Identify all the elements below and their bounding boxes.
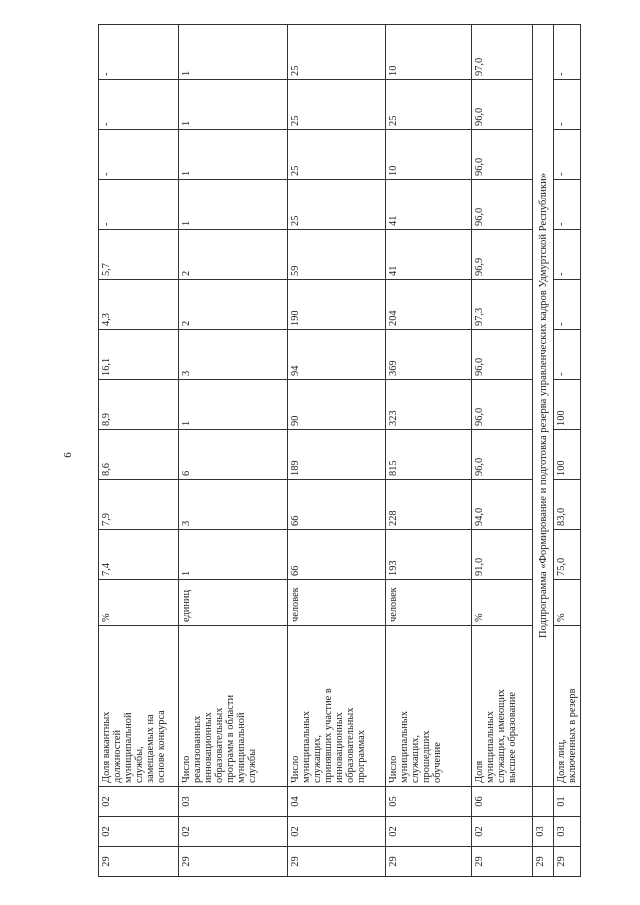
indicators-table xyxy=(98,24,581,877)
value-cell: 369 xyxy=(386,330,472,380)
indicator-name: Число муниципальных служащих, принявших участие в инновационных образовательных программах xyxy=(288,626,386,787)
code-cell: 02 xyxy=(288,817,386,847)
value-cell: 66 xyxy=(288,530,386,580)
subprogram-row xyxy=(533,25,554,877)
value-cell: 6 xyxy=(179,430,288,480)
value-cell: - xyxy=(554,80,581,130)
value-cell: 2 xyxy=(179,230,288,280)
value-cell: 3 xyxy=(179,330,288,380)
table-row xyxy=(472,25,533,877)
value-cell: 96,0 xyxy=(472,330,533,380)
table-row xyxy=(554,25,581,877)
value-cell: 25 xyxy=(288,130,386,180)
value-cell: 10 xyxy=(386,25,472,80)
code-cell: 03 xyxy=(554,817,581,847)
value-cell: - xyxy=(554,25,581,80)
value-cell: 25 xyxy=(288,180,386,230)
value-cell: 41 xyxy=(386,180,472,230)
value-cell: 66 xyxy=(288,480,386,530)
code-cell: 06 xyxy=(472,787,533,817)
value-cell: 75,0 xyxy=(554,530,581,580)
value-cell: - xyxy=(99,130,179,180)
code-cell: 29 xyxy=(554,847,581,877)
unit-cell: единиц xyxy=(179,580,288,626)
unit-cell: % xyxy=(472,580,533,626)
value-cell: 1 xyxy=(179,25,288,80)
value-cell: - xyxy=(554,330,581,380)
value-cell: 97,3 xyxy=(472,280,533,330)
value-cell: 1 xyxy=(179,530,288,580)
value-cell: 3 xyxy=(179,480,288,530)
value-cell: 41 xyxy=(386,230,472,280)
value-cell: 100 xyxy=(554,430,581,480)
subprogram-title: Подпрограмма «Формирование и подготовка резерва управленческих кадров Удмуртской Республики» xyxy=(533,25,554,787)
value-cell: 25 xyxy=(288,80,386,130)
value-cell: 96,0 xyxy=(472,130,533,180)
code-cell xyxy=(533,787,554,817)
table-row xyxy=(179,25,288,877)
value-cell: 90 xyxy=(288,380,386,430)
value-cell: 8,9 xyxy=(99,380,179,430)
value-cell: 2 xyxy=(179,280,288,330)
value-cell: - xyxy=(99,25,179,80)
code-cell: 29 xyxy=(533,847,554,877)
unit-cell: человек xyxy=(386,580,472,626)
value-cell: 8,6 xyxy=(99,430,179,480)
value-cell: 83,0 xyxy=(554,480,581,530)
value-cell: 1 xyxy=(179,180,288,230)
value-cell: 193 xyxy=(386,530,472,580)
value-cell: 204 xyxy=(386,280,472,330)
value-cell: 25 xyxy=(288,25,386,80)
value-cell: 7,9 xyxy=(99,480,179,530)
code-cell: 29 xyxy=(288,847,386,877)
code-cell: 02 xyxy=(99,817,179,847)
value-cell: 96,0 xyxy=(472,430,533,480)
value-cell: 1 xyxy=(179,80,288,130)
code-cell: 04 xyxy=(288,787,386,817)
code-cell: 02 xyxy=(386,817,472,847)
value-cell: 94,0 xyxy=(472,480,533,530)
value-cell: 228 xyxy=(386,480,472,530)
value-cell: 190 xyxy=(288,280,386,330)
code-cell: 02 xyxy=(99,787,179,817)
table-row xyxy=(99,25,179,877)
unit-cell: % xyxy=(554,580,581,626)
value-cell: 323 xyxy=(386,380,472,430)
indicator-name: Число муниципальных служащих, прошедших обучение xyxy=(386,626,472,787)
value-cell: 1 xyxy=(179,130,288,180)
code-cell: 29 xyxy=(99,847,179,877)
value-cell: 100 xyxy=(554,380,581,430)
indicator-name: Доля лиц, включенных в резерв xyxy=(554,626,581,787)
unit-cell: % xyxy=(99,580,179,626)
code-cell: 29 xyxy=(386,847,472,877)
value-cell: 815 xyxy=(386,430,472,480)
value-cell: 10 xyxy=(386,130,472,180)
table-row xyxy=(386,25,472,877)
indicator-name: Доля вакантных должностей муниципальной службы, замещаемых на основе конкурса xyxy=(99,626,179,787)
indicator-name: Доля муниципальных служащих, имеющих высшее образование xyxy=(472,626,533,787)
page-number: 6 xyxy=(62,452,74,458)
value-cell: - xyxy=(99,80,179,130)
code-cell: 05 xyxy=(386,787,472,817)
value-cell: 91,0 xyxy=(472,530,533,580)
value-cell: 96,0 xyxy=(472,380,533,430)
value-cell: 97,0 xyxy=(472,25,533,80)
rotated-table-wrapper xyxy=(98,35,580,877)
code-cell: 02 xyxy=(179,817,288,847)
value-cell: 25 xyxy=(386,80,472,130)
value-cell: 96,9 xyxy=(472,230,533,280)
code-cell: 02 xyxy=(472,817,533,847)
value-cell: - xyxy=(554,280,581,330)
value-cell: 16,1 xyxy=(99,330,179,380)
value-cell: 96,0 xyxy=(472,80,533,130)
value-cell: - xyxy=(554,230,581,280)
value-cell: 1 xyxy=(179,380,288,430)
table-row xyxy=(288,25,386,877)
indicator-name: Число реализованных инновационных образовательных программ в области муниципальной службы xyxy=(179,626,288,787)
value-cell: - xyxy=(554,180,581,230)
code-cell: 29 xyxy=(179,847,288,877)
value-cell: - xyxy=(554,130,581,180)
value-cell: 189 xyxy=(288,430,386,480)
value-cell: 5,7 xyxy=(99,230,179,280)
value-cell: - xyxy=(99,180,179,230)
value-cell: 94 xyxy=(288,330,386,380)
code-cell: 01 xyxy=(554,787,581,817)
code-cell: 29 xyxy=(472,847,533,877)
value-cell: 96,0 xyxy=(472,180,533,230)
value-cell: 4,3 xyxy=(99,280,179,330)
value-cell: 59 xyxy=(288,230,386,280)
code-cell: 03 xyxy=(533,817,554,847)
value-cell: 7,4 xyxy=(99,530,179,580)
unit-cell: человек xyxy=(288,580,386,626)
code-cell: 03 xyxy=(179,787,288,817)
